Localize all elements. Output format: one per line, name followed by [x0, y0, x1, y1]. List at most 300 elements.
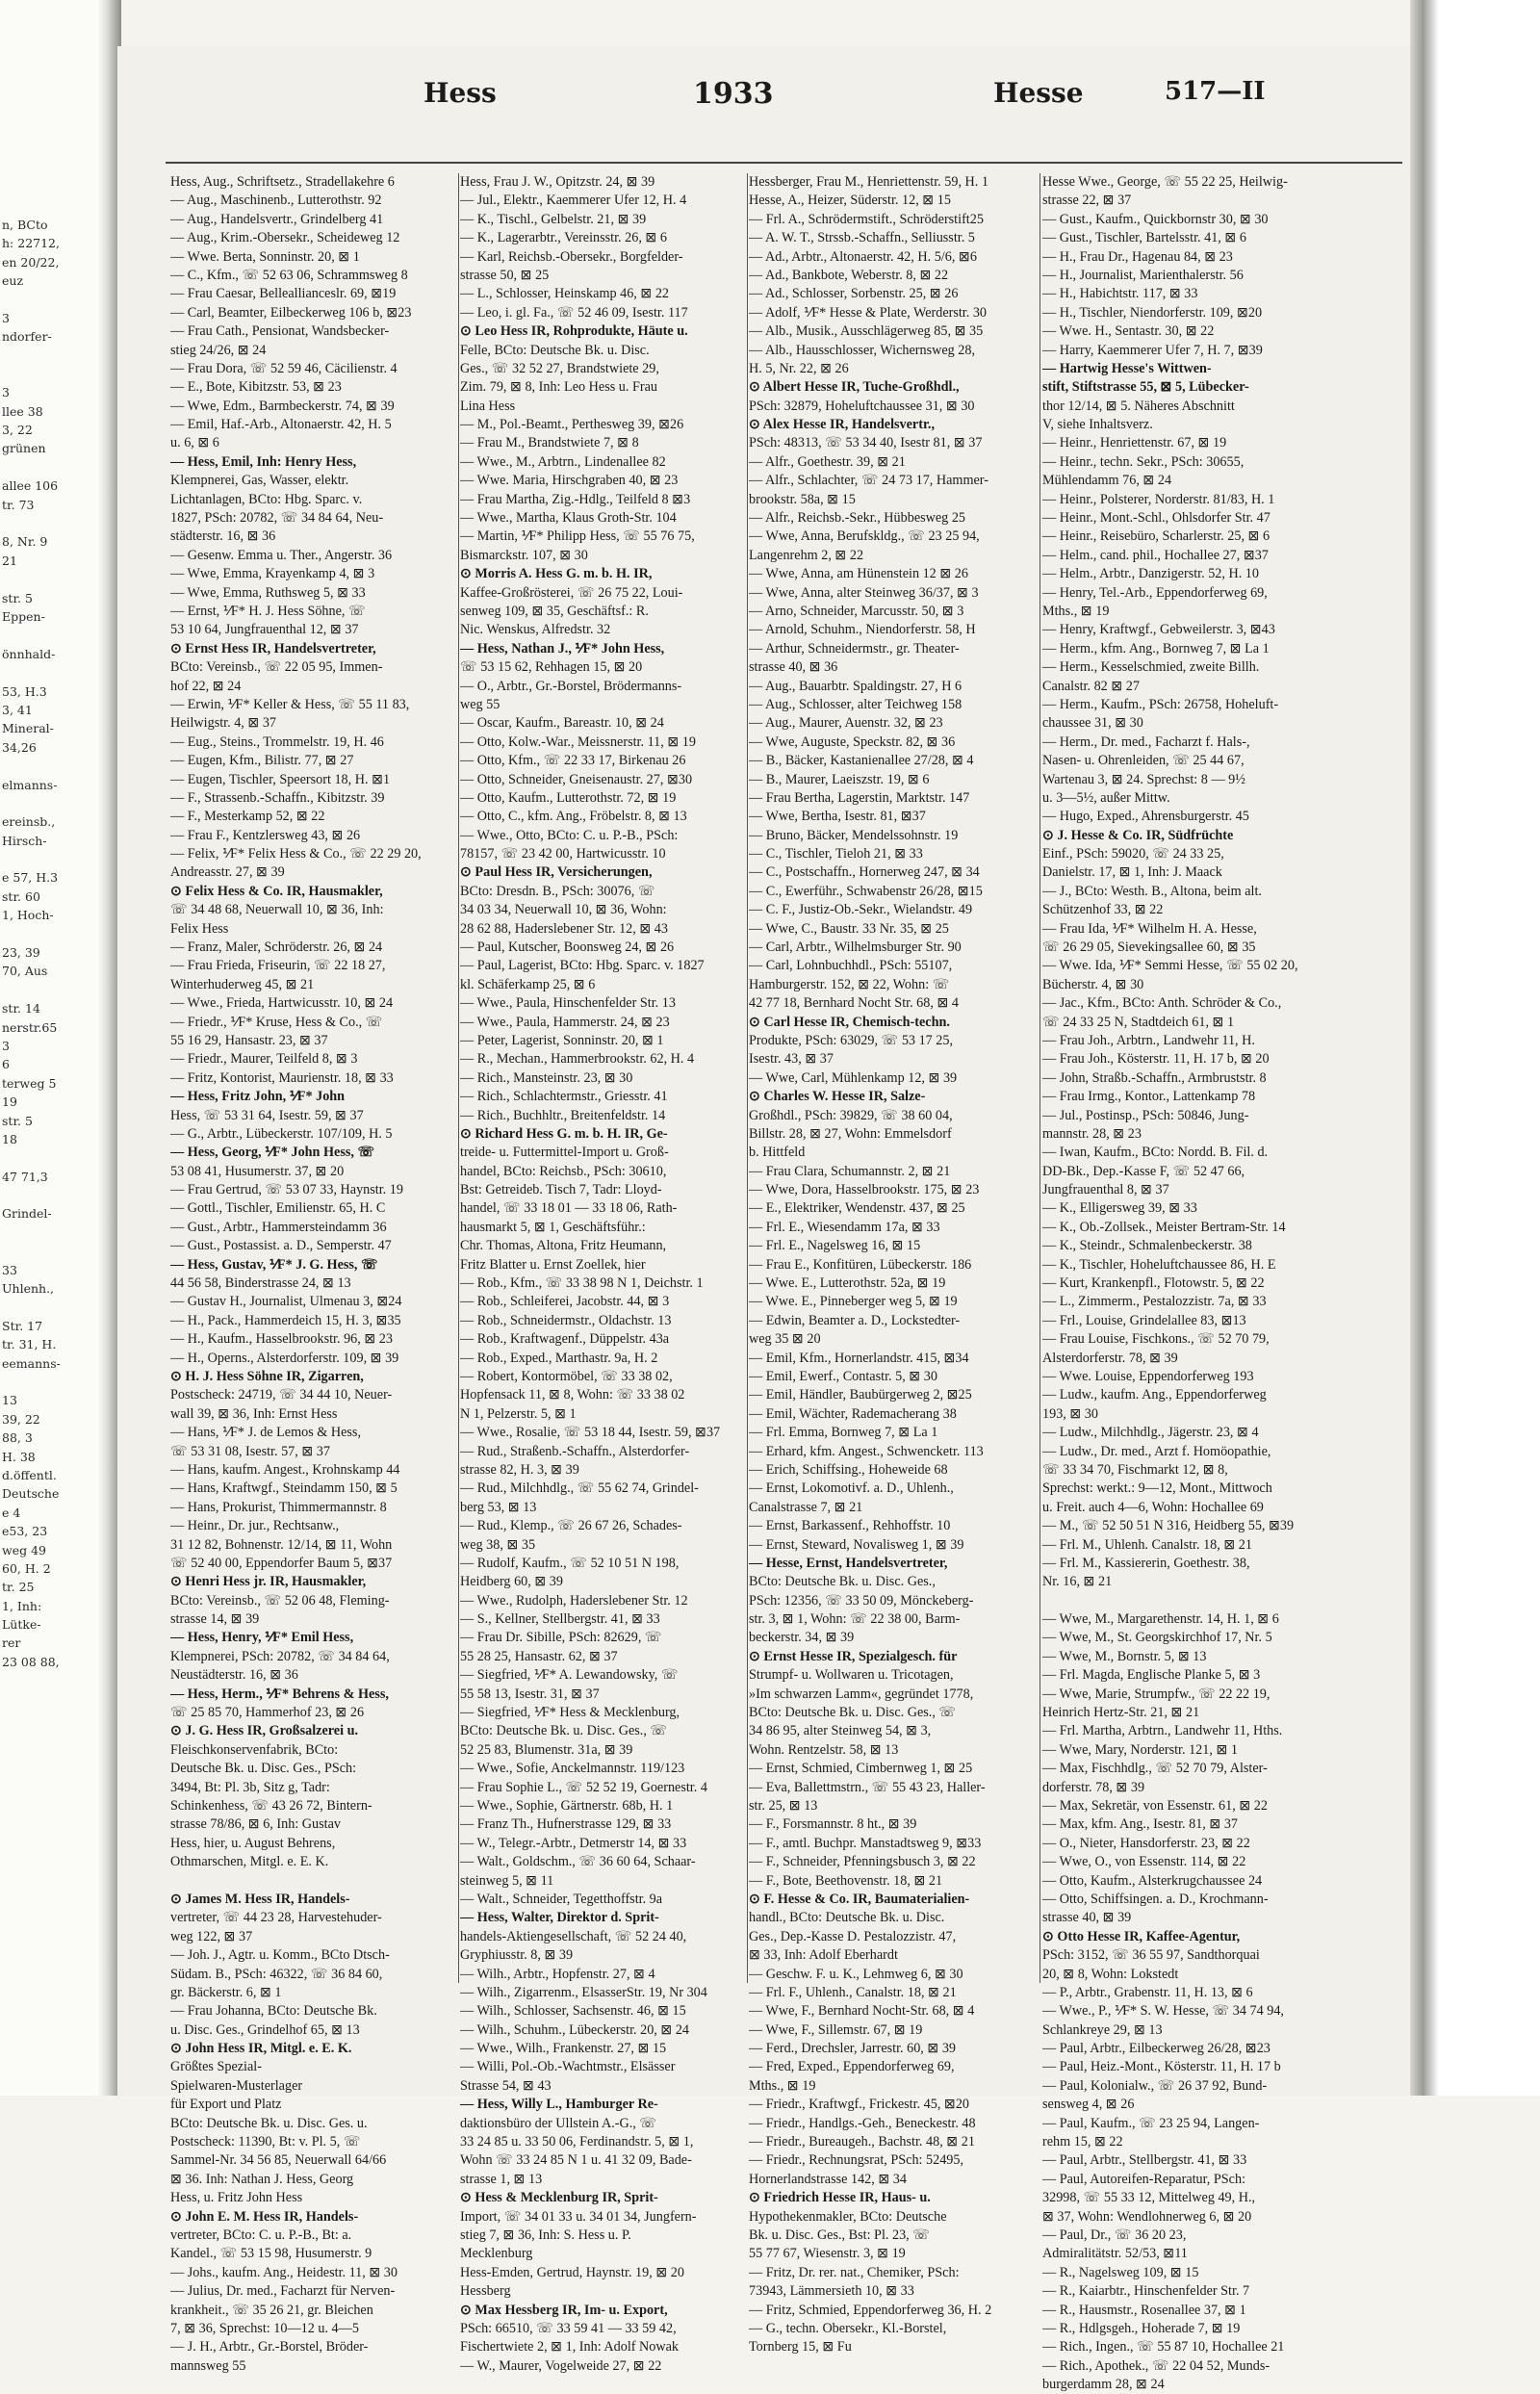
- directory-entry: — Herm., Kesselschmied, zweite Billh.: [1042, 659, 1260, 676]
- directory-entry: — Eugen, Kfm., Bilistr. 77, ⊠ 27: [170, 753, 354, 769]
- directory-entry: städterstr. 16, ⊠ 36: [170, 528, 276, 545]
- directory-entry: 7, ⊠ 36, Sprechst: 10—12 u. 4—5: [170, 2320, 359, 2336]
- directory-entry: — Frau M., Brandstwiete 7, ⊠ 8: [460, 435, 639, 451]
- directory-entry-firm: ⊙ Felix Hess & Co. IR, Hausmakler,: [170, 883, 383, 899]
- directory-entry-firm: ⊙ J. G. Hess IR, Großsalzerei u.: [170, 1723, 359, 1739]
- directory-entry: strasse 78/86, ⊠ 6, Inh: Gustav: [170, 1816, 341, 1833]
- edge-fragment: weg 49: [2, 1542, 46, 1557]
- directory-entry: — Wwe., P., ⅟F* S. W. Hesse, ☏ 34 74 94,: [1042, 2003, 1284, 2020]
- edge-fragment: [2, 290, 96, 308]
- edge-fragment: [2, 794, 96, 812]
- directory-entry: Canalstr. 82 ⊠ 27: [1042, 678, 1140, 694]
- directory-entry: — Henry, Tel.-Arb., Eppendorferweg 69,: [1042, 584, 1268, 601]
- directory-entry: — Carl, Lohnbuchhdl., PSch: 55107,: [749, 958, 953, 974]
- directory-entry: H. 5, Nr. 22, ⊠ 26: [749, 360, 849, 376]
- directory-entry: mannsweg 55: [170, 2357, 246, 2374]
- directory-entry: Langenrehm 2, ⊠ 22: [749, 547, 864, 563]
- directory-entry: Felle, BCto: Deutsche Bk. u. Disc.: [460, 342, 650, 358]
- directory-entry: PSch: 12356, ☏ 33 50 09, Mönckeberg-: [749, 1592, 974, 1609]
- directory-entry: — Heinr., Henriettenstr. 67, ⊠ 19: [1042, 435, 1227, 451]
- directory-entry: — Eugen, Tischler, Speersort 18, H. ⊠1: [170, 771, 391, 787]
- directory-entry: — Wwe., Sofie, Anckelmannstr. 119/123: [460, 1761, 685, 1777]
- directory-entry: Einf., PSch: 59020, ☏ 24 33 25,: [1042, 846, 1224, 862]
- edge-fragment: 23, 39: [2, 945, 40, 961]
- directory-entry: Schlankreye 29, ⊠ 13: [1042, 2021, 1163, 2038]
- directory-entry: — Paul, Lagerist, BCto: Hbg. Sparc. v. 1827: [460, 958, 705, 974]
- directory-entry: — Arthur, Schneidermstr., gr. Theater-: [749, 640, 960, 656]
- directory-entry: — Frl. E., Nagelsweg 16, ⊠ 15: [749, 1238, 921, 1254]
- directory-entry: Hamburgerstr. 152, ⊠ 22, Wohn: ☏: [749, 976, 950, 992]
- directory-entry: — Aug., Krim.-Obersekr., Scheideweg 12: [170, 230, 400, 246]
- directory-entry: — C., Tischler, Tieloh 21, ⊠ 33: [749, 846, 923, 862]
- edge-fragment: 3: [2, 1038, 10, 1053]
- directory-entry: 1827, PSch: 20782, ☏ 34 84 64, Neu-: [170, 510, 384, 527]
- directory-entry: — Wwe., Otto, BCto: C. u. P.-B., PSch:: [460, 827, 679, 843]
- directory-entry: — Rich., Schlachtermstr., Griesstr. 41: [460, 1089, 668, 1105]
- edge-fragment: [2, 1373, 96, 1391]
- directory-entry: Mühlendamm 76, ⊠ 24: [1042, 473, 1172, 489]
- directory-entry: — Frl. M., Kassiererin, Goethestr. 38,: [1042, 1555, 1250, 1571]
- directory-entry: — Frau Ida, ⅟F* Wilhelm H. A. Hesse,: [1042, 920, 1257, 937]
- directory-entry: Chr. Thomas, Altona, Fritz Heumann,: [460, 1238, 667, 1254]
- directory-entry: — Heinr., Polsterer, Norderstr. 81/83, H. 1: [1042, 491, 1275, 507]
- directory-entry: Klempnerei, Gas, Wasser, elektr.: [170, 473, 349, 489]
- page-right-edge-shadow: [1410, 0, 1540, 2096]
- directory-entry: — Alfr., Reichsb.-Sekr., Hübbesweg 25: [749, 510, 966, 527]
- edge-fragment: önnhald-: [2, 646, 56, 661]
- directory-entry: — Paul, Kutscher, Boonsweg 24, ⊠ 26: [460, 940, 675, 956]
- edge-fragment: en 20/22,: [2, 254, 60, 270]
- directory-entry: — Heinr., techn. Sekr., PSch: 30655,: [1042, 453, 1245, 470]
- edge-fragment: tr. 73: [2, 497, 35, 512]
- directory-entry: Deutsche Bk. u. Disc. Ges., PSch:: [170, 1761, 357, 1777]
- directory-entry: — Wwe, Emma, Ruthsweg 5, ⊠ 33: [170, 584, 366, 601]
- directory-entry: — Paul, Kolonialw., ☏ 26 37 92, Bund-: [1042, 2077, 1268, 2094]
- directory-entry: handel, ☏ 33 18 01 — 33 18 06, Rath-: [460, 1200, 678, 1217]
- directory-entry: — J. H., Arbtr., Gr.-Borstel, Bröder-: [170, 2339, 369, 2355]
- directory-entry-firm: — Hesse, Ernst, Handelsvertreter,: [749, 1555, 948, 1571]
- edge-fragment: 34,26: [2, 739, 37, 755]
- directory-entry: stieg 7, ⊠ 36, Inh: S. Hess u. P.: [460, 2227, 631, 2243]
- directory-entry: — B., Maurer, Laeiszstr. 19, ⊠ 6: [749, 771, 930, 787]
- header-page-number: 517—II: [1165, 77, 1266, 106]
- directory-entry: 53 10 64, Jungfrauenthal 12, ⊠ 37: [170, 622, 359, 638]
- directory-entry: — Siegfried, ⅟F* A. Lewandowsky, ☏: [460, 1667, 679, 1684]
- directory-entry: BCto: Vereinsb., ☏ 22 05 95, Immen-: [170, 659, 383, 676]
- directory-entry: Hess, ☏ 53 31 64, Isestr. 59, ⊠ 37: [170, 1107, 364, 1123]
- directory-entry: senweg 109, ⊠ 35, Geschäftsf.: R.: [460, 603, 649, 619]
- edge-fragment: str. 5: [2, 1113, 33, 1128]
- directory-entry: BCto: Deutsche Bk. u. Disc. Ges., ☏: [749, 1705, 957, 1721]
- edge-fragment: [2, 514, 96, 532]
- directory-entry: — Alb., Musik., Ausschlägerweg 85, ⊠ 35: [749, 323, 984, 340]
- directory-entry: — Wwe, Edm., Barmbeckerstr. 74, ⊠ 39: [170, 398, 395, 414]
- edge-fragment: 1, Inh:: [2, 1598, 42, 1613]
- directory-entry: 34 86 95, alter Steinweg 54, ⊠ 3,: [749, 1723, 932, 1739]
- directory-entry-firm: ⊙ Albert Hesse IR, Tuche-Großhdl.,: [749, 379, 960, 396]
- directory-entry: — Ernst, Schmied, Cimbernweg 1, ⊠ 25: [749, 1761, 973, 1777]
- edge-fragment: 60, H. 2: [2, 1560, 51, 1576]
- directory-entry: Hess, u. Fritz John Hess: [170, 2190, 303, 2206]
- directory-entry: rehm 15, ⊠ 22: [1042, 2134, 1123, 2150]
- directory-entry: — Wwe. Louise, Eppendorferweg 193: [1042, 1369, 1254, 1384]
- directory-entry: — Gustav H., Journalist, Ulmenau 3, ⊠24: [170, 1294, 402, 1310]
- directory-entry: — Otto, C., kfm. Ang., Fröbelstr. 8, ⊠ 13: [460, 809, 687, 825]
- directory-entry-firm: ⊙ Paul Hess IR, Versicherungen,: [460, 864, 653, 881]
- directory-entry: — Rud., Milchhdlg., ☏ 55 62 74, Grindel-: [460, 1480, 699, 1497]
- directory-entry: — M., ☏ 52 50 51 N 316, Heidberg 55, ⊠39: [1042, 1518, 1295, 1534]
- directory-entry: — Ludw., Milchhdlg., Jägerstr. 23, ⊠ 4: [1042, 1425, 1259, 1441]
- directory-entry: — Gust., Arbtr., Hammersteindamm 36: [170, 1219, 387, 1235]
- directory-entry: handels-Aktiengesellschaft, ☏ 52 24 40,: [460, 1928, 687, 1944]
- directory-entry: — Rob., Exped., Marthastr. 9a, H. 2: [460, 1350, 658, 1366]
- directory-entry: — Gust., Postassist. a. D., Semperstr. 47: [170, 1238, 392, 1254]
- edge-fragment: [2, 1148, 96, 1167]
- directory-entry: weg 38, ⊠ 35: [460, 1536, 536, 1553]
- directory-entry: — Frau Dora, ☏ 52 59 46, Cäcilienstr. 4: [170, 360, 398, 376]
- directory-entry: Hess, Frau J. W., Opitzstr. 24, ⊠ 39: [460, 174, 655, 190]
- directory-entry: BCto: Deutsche Bk. u. Disc. Ges. u.: [170, 2115, 368, 2131]
- directory-entry: ☏ 26 29 05, Sievekingsallee 60, ⊠ 35: [1042, 940, 1256, 956]
- directory-entry: — Wwe., Rosalie, ☏ 53 18 44, Isestr. 59, ⊠37: [460, 1425, 721, 1441]
- directory-entry: — Eug., Steins., Trommelstr. 19, H. 46: [170, 734, 384, 750]
- edge-fragment: grünen: [2, 441, 46, 456]
- directory-entry: — Erhard, kfm. Angest., Schwencketr. 113: [749, 1443, 984, 1459]
- directory-entry-firm: ⊙ Max Hessberg IR, Im- u. Export,: [460, 2302, 668, 2318]
- directory-entry: — W., Maurer, Vogelweide 27, ⊠ 22: [460, 2357, 662, 2374]
- directory-entry: — Frl. Emma, Bornweg 7, ⊠ La 1: [749, 1425, 938, 1441]
- directory-entry: — Wwe, M., Bornstr. 5, ⊠ 13: [1042, 1648, 1207, 1664]
- edge-fragment: [2, 757, 96, 775]
- directory-entry: — Jul., Postinsp., PSch: 50846, Jung-: [1042, 1107, 1249, 1123]
- directory-entry: handel, BCto: Reichsb., PSch: 30610,: [460, 1163, 667, 1179]
- directory-entry: 73943, Lämmersieth 10, ⊠ 33: [749, 2283, 914, 2300]
- directory-entry: — Friedr., Handlgs.-Geh., Beneckestr. 48: [749, 2115, 976, 2131]
- directory-entry: weg 122, ⊠ 37: [170, 1928, 253, 1944]
- directory-entry: — Wwe., Rudolph, Haderslebener Str. 12: [460, 1592, 688, 1609]
- directory-entry: Produkte, PSch: 63029, ☏ 53 17 25,: [749, 1032, 954, 1048]
- directory-entry: — Rich., Ingen., ☏ 55 87 10, Hochallee 21: [1042, 2339, 1285, 2355]
- edge-fragment: [2, 1242, 96, 1260]
- directory-entry: — Otto, Schneider, Gneisenaustr. 27, ⊠30: [460, 771, 693, 787]
- directory-entry: — Ferd., Drechsler, Jarrestr. 60, ⊠ 39: [749, 2041, 957, 2057]
- directory-entry-firm: — Hess, Nathan J., ⅟F* John Hess,: [460, 640, 665, 656]
- edge-fragment: [2, 178, 96, 196]
- directory-entry: — Ernst, Steward, Novalisweg 1, ⊠ 39: [749, 1536, 964, 1553]
- directory-entry: — F., Strassenb.-Schaffn., Kibitzstr. 39: [170, 789, 385, 806]
- directory-entry: treide- u. Futtermittel-Import u. Groß-: [460, 1145, 669, 1161]
- directory-entry: 55 58 13, Isestr. 31, ⊠ 37: [460, 1686, 600, 1702]
- directory-entry: Strumpf- u. Wollwaren u. Tricotagen,: [749, 1667, 954, 1684]
- directory-entry: — Wilh., Schlosser, Sachsenstr. 46, ⊠ 15: [460, 2003, 686, 2020]
- directory-entry: — Frau Joh., Kösterstr. 11, H. 17 b, ⊠ 20: [1042, 1051, 1270, 1068]
- directory-entry: BCto: Vereinsb., ☏ 52 06 48, Fleming-: [170, 1592, 390, 1609]
- edge-fragment: 39, 22: [2, 1411, 40, 1427]
- edge-fragment: 3: [2, 385, 10, 400]
- directory-entry: Fritz Blatter u. Ernst Zoellek, hier: [460, 1256, 646, 1273]
- directory-entry: Bst: Getreideb. Tisch 7, Tadr: Lloyd-: [460, 1182, 662, 1198]
- directory-entry: — Wwe., Sophie, Gärtnerstr. 68b, H. 1: [460, 1797, 674, 1814]
- directory-entry-firm: — Hess, Herm., ⅟F* Behrens & Hess,: [170, 1686, 389, 1702]
- directory-entry: — Friedr., Rechnungsrat, PSch: 52495,: [749, 2152, 964, 2169]
- directory-entry: — Paul, Arbtr., Eilbeckerweg 26/28, ⊠23: [1042, 2041, 1270, 2057]
- directory-entry: — Friedr., Bureaugeh., Bachstr. 48, ⊠ 21: [749, 2134, 975, 2150]
- directory-entry: — Frau Gertrud, ☏ 53 07 33, Haynstr. 19: [170, 1182, 403, 1198]
- directory-entry: — Frau Dr. Sibille, PSch: 82629, ☏: [460, 1630, 662, 1646]
- directory-entry: Nasen- u. Ohrenleiden, ☏ 25 44 67,: [1042, 753, 1245, 769]
- edge-fragment: rer: [2, 1635, 21, 1651]
- directory-entry-firm: — Hess, Walter, Direktor d. Sprit-: [460, 1910, 659, 1926]
- directory-entry: — B., Bäcker, Kastanienallee 27/28, ⊠ 4: [749, 753, 974, 769]
- edge-fragment: str. 5: [2, 590, 33, 605]
- directory-entry: Lina Hess: [460, 398, 516, 414]
- directory-entry: Felix Hess: [170, 920, 229, 937]
- directory-entry: — Wwe, Emma, Krayenkamp 4, ⊠ 3: [170, 566, 375, 582]
- directory-entry: — Frl. F., Uhlenh., Canalstr. 18, ⊠ 21: [749, 1984, 957, 2000]
- directory-entry: — Rud., Straßenb.-Schaffn., Alsterdorfer-: [460, 1443, 690, 1459]
- edge-fragment: ndorfer-: [2, 329, 52, 345]
- directory-entry: Lichtanlagen, BCto: Hbg. Sparc. v.: [170, 491, 363, 507]
- directory-entry: strasse 50, ⊠ 25: [460, 267, 550, 283]
- directory-entry: — Wwe., Paula, Hammerstr. 24, ⊠ 23: [460, 1014, 670, 1030]
- directory-entry: Mths., ⊠ 19: [749, 2077, 816, 2094]
- directory-entry: [170, 1872, 456, 1891]
- directory-entry: — R., Hdlgsgeh., Hoherade 7, ⊠ 19: [1042, 2320, 1241, 2336]
- edge-fragment: 70, Aus: [2, 964, 48, 979]
- directory-entry: — Martin, ⅟F* Philipp Hess, ☏ 55 76 75,: [460, 528, 695, 545]
- directory-entry: — Gust., Tischler, Bartelsstr. 41, ⊠ 6: [1042, 230, 1246, 246]
- directory-entry: Hessberg: [460, 2283, 511, 2300]
- directory-entry: handl., BCto: Deutsche Bk. u. Disc.: [749, 1910, 945, 1926]
- directory-entry: 3494, Bt: Pl. 3b, Sitz g, Tadr:: [170, 1779, 330, 1795]
- directory-entry: — Bruno, Bäcker, Mendelssohnstr. 19: [749, 827, 959, 843]
- directory-entry: Südam. B., PSch: 46322, ☏ 36 84 60,: [170, 1966, 383, 1982]
- directory-entry: — Heinr., Reisebüro, Scharlerstr. 25, ⊠ 6: [1042, 528, 1270, 545]
- directory-entry: — Wilh., Zigarrenm., ElsasserStr. 19, Nr 304: [460, 1984, 707, 2000]
- directory-entry: u. 3—5½, außer Mittw.: [1042, 789, 1170, 806]
- directory-entry-firm: ⊙ John E. M. Hess IR, Handels-: [170, 2208, 359, 2225]
- directory-entry: BCto: Dresdn. B., PSch: 30076, ☏: [460, 883, 655, 899]
- edge-fragment: euz: [2, 272, 24, 288]
- previous-page-fragments: [2, 178, 96, 1671]
- directory-entry: — Ernst, Barkassenf., Rehhoffstr. 10: [749, 1518, 951, 1534]
- directory-entry: — Frl. M., Uhlenh. Canalstr. 18, ⊠ 21: [1042, 1536, 1252, 1553]
- directory-entry: — Frau E., Konfitüren, Lübeckerstr. 186: [749, 1256, 972, 1273]
- directory-entry: — C., Kfm., ☏ 52 63 06, Schrammsweg 8: [170, 267, 408, 283]
- directory-entry: — H., Frau Dr., Hagenau 84, ⊠ 23: [1042, 248, 1233, 265]
- directory-entry: Mecklenburg: [460, 2246, 533, 2262]
- directory-entry: u. 6, ⊠ 6: [170, 435, 219, 451]
- directory-entry: — Wwe, Auguste, Speckstr. 82, ⊠ 36: [749, 734, 956, 750]
- directory-entry: 44 56 58, Binderstrasse 24, ⊠ 13: [170, 1275, 351, 1292]
- directory-entry: — S., Kellner, Stellbergstr. 41, ⊠ 33: [460, 1611, 660, 1628]
- directory-column-3: [749, 173, 1038, 2357]
- edge-fragment: Grindel-: [2, 1206, 52, 1222]
- directory-entry: vertreter, ☏ 44 23 28, Harvestehuder-: [170, 1910, 382, 1926]
- directory-entry: — C., Postschaffn., Hornerweg 247, ⊠ 34: [749, 864, 980, 881]
- directory-entry-firm: — Hess, Georg, ⅟F* John Hess, ☏: [170, 1145, 375, 1161]
- directory-entry: — Emil, Händler, Baubürgerweg 2, ⊠25: [749, 1387, 972, 1403]
- directory-entry: — Wwe, Marie, Strumpfw., ☏ 22 22 19,: [1042, 1686, 1270, 1702]
- directory-entry-firm: ⊙ Hess & Mecklenburg IR, Sprit-: [460, 2190, 658, 2206]
- directory-entry: — Wwe, Bertha, Isestr. 81, ⊠37: [749, 809, 926, 825]
- directory-entry: — John, Straßb.-Schaffn., Armbruststr. 8: [1042, 1069, 1267, 1086]
- directory-entry: Import, ☏ 34 01 33 u. 34 01 34, Jungfern-: [460, 2208, 697, 2225]
- column-divider: [747, 173, 748, 1983]
- directory-entry: — Otto, Kaufm., Lutterothstr. 72, ⊠ 19: [460, 789, 677, 806]
- edge-fragment: [2, 347, 96, 365]
- edge-fragment: 88, 3: [2, 1430, 33, 1446]
- directory-entry: hausmarkt 5, ⊠ 1, Geschäftsführ.:: [460, 1219, 646, 1235]
- edge-fragment: e53, 23: [2, 1524, 48, 1539]
- edge-fragment: [2, 626, 96, 644]
- directory-entry: — Frl. E., Wiesendamm 17a, ⊠ 33: [749, 1219, 940, 1235]
- edge-fragment: Mineral-: [2, 721, 54, 736]
- directory-entry: Fischertwiete 2, ⊠ 1, Inh: Adolf Nowak: [460, 2339, 680, 2355]
- edge-fragment: 18: [2, 1131, 17, 1146]
- directory-entry: — Joh. J., Agtr. u. Komm., BCto Dtsch-: [170, 1947, 390, 1964]
- directory-entry: — Wwe, M., Margarethenstr. 14, H. 1, ⊠ 6: [1042, 1611, 1279, 1628]
- directory-entry: Othmarschen, Mitgl. e. E. K.: [170, 1854, 329, 1870]
- directory-entry: — F., Forsmannstr. 8 ht., ⊠ 39: [749, 1816, 917, 1833]
- directory-entry-firm: — Hess, Gustav, ⅟F* J. G. Hess, ☏: [170, 1256, 378, 1273]
- directory-entry: — Eva, Ballettmstrn., ☏ 55 43 23, Haller-: [749, 1779, 986, 1795]
- directory-entry: — C., Ewerführ., Schwabenstr 26/28, ⊠15: [749, 883, 983, 899]
- directory-entry: Hess, hier, u. August Behrens,: [170, 1835, 336, 1851]
- directory-entry: — Paul, Dr., ☏ 36 20 23,: [1042, 2227, 1187, 2243]
- directory-entry: Bücherstr. 4, ⊠ 30: [1042, 976, 1144, 992]
- directory-entry: — Otto, Kfm., ☏ 22 33 17, Birkenau 26: [460, 753, 686, 769]
- directory-entry: Hess-Emden, Gertrud, Haynstr. 19, ⊠ 20: [460, 2264, 684, 2280]
- edge-fragment: n, BCto: [2, 217, 48, 232]
- directory-entry: ☏ 53 31 08, Isestr. 57, ⊠ 37: [170, 1443, 330, 1459]
- edge-fragment: [2, 925, 96, 943]
- directory-entry: 78157, ☏ 23 42 00, Hartwicusstr. 10: [460, 846, 666, 862]
- directory-entry: — Harry, Kaemmerer Ufer 7, H. 7, ⊠39: [1042, 342, 1263, 358]
- directory-entry: — F., Bote, Beethovenstr. 18, ⊠ 21: [749, 1872, 943, 1889]
- directory-entry: — Ad., Bankbote, Weberstr. 8, ⊠ 22: [749, 267, 949, 283]
- directory-entry: — Frau Sophie L., ☏ 52 52 19, Goernestr. 4: [460, 1779, 707, 1795]
- directory-entry: PSch: 3152, ☏ 36 55 97, Sandthorquai: [1042, 1947, 1260, 1964]
- directory-entry: Hornerlandstrasse 142, ⊠ 34: [749, 2171, 907, 2187]
- edge-fragment: [2, 1298, 96, 1316]
- directory-entry: — A. W. T., Strssb.-Schaffn., Selliusstr. 5: [749, 230, 975, 246]
- directory-entry: Tornberg 15, ⊠ Fu: [749, 2339, 852, 2355]
- edge-fragment: Eppen-: [2, 608, 45, 624]
- directory-entry: — Rob., Schneidermstr., Oldachstr. 13: [460, 1312, 672, 1328]
- directory-entry: 193, ⊠ 30: [1042, 1405, 1098, 1422]
- directory-entry: — Arno, Schneider, Marcusstr. 50, ⊠ 3: [749, 603, 964, 619]
- directory-entry: chaussee 31, ⊠ 30: [1042, 715, 1143, 732]
- directory-entry: — F., Schneider, Pfenningsbusch 3, ⊠ 22: [749, 1854, 976, 1870]
- directory-entry: — Fritz, Dr. rer. nat., Chemiker, PSch:: [749, 2264, 960, 2280]
- directory-entry: — Emil, Haf.-Arb., Altonaerstr. 42, H. 5: [170, 417, 392, 433]
- edge-fragment: 23 08 88,: [2, 1654, 60, 1669]
- edge-fragment: eemanns-: [2, 1355, 61, 1371]
- directory-entry: für Export und Platz: [170, 2097, 282, 2113]
- directory-entry-firm: ⊙ Morris A. Hess G. m. b. H. IR,: [460, 566, 653, 582]
- directory-entry: — Wwe, Mary, Norderstr. 121, ⊠ 1: [1042, 1741, 1238, 1758]
- directory-entry: — Otto, Kaufm., Alsterkrugchaussee 24: [1042, 1872, 1263, 1889]
- directory-entry-firm: — Hess, Fritz John, ⅟F* John: [170, 1089, 346, 1105]
- directory-entry-firm: ⊙ John Hess IR, Mitgl. e. E. K.: [170, 2041, 352, 2057]
- directory-entry: — Wwe., Frieda, Hartwicusstr. 10, ⊠ 24: [170, 995, 394, 1012]
- directory-entry: — Otto, Schiffsingen. a. D., Krochmann-: [1042, 1891, 1269, 1907]
- directory-entry: Fleischkonservenfabrik, BCto:: [170, 1741, 339, 1758]
- edge-fragment: [2, 570, 96, 588]
- directory-entry-firm: ⊙ Ernst Hesse IR, Spezialgesch. für: [749, 1648, 958, 1664]
- directory-entry: — Helm., cand. phil., Hochallee 27, ⊠37: [1042, 547, 1269, 563]
- directory-entry: Heinrich Hertz-Str. 21, ⊠ 21: [1042, 1705, 1200, 1721]
- directory-entry: — J., BCto: Westh. B., Altona, beim alt.: [1042, 883, 1262, 899]
- edge-fragment: [2, 850, 96, 868]
- directory-entry: Großhdl., PSch: 39829, ☏ 38 60 04,: [749, 1107, 953, 1123]
- edge-fragment: Hirsch-: [2, 833, 47, 848]
- directory-entry: — Felix, ⅟F* Felix Hess & Co., ☏ 22 29 20,: [170, 846, 422, 862]
- running-header: [58, 77, 1405, 116]
- directory-entry: Klempnerei, PSch: 20782, ☏ 34 84 64,: [170, 1648, 390, 1664]
- directory-entry: Admiralitätstr. 52/53, ⊠11: [1042, 2246, 1188, 2262]
- edge-fragment: [2, 196, 96, 215]
- directory-entry: Andreasstr. 27, ⊠ 39: [170, 864, 285, 881]
- directory-entry: — Frau Bertha, Lagerstin, Marktstr. 147: [749, 789, 970, 806]
- directory-entry: — Otto, Kolw.-War., Meissnerstr. 11, ⊠ 19: [460, 734, 696, 750]
- directory-entry: stieg 24/26, ⊠ 24: [170, 342, 267, 358]
- directory-entry: — Aug., Schlosser, alter Teichweg 158: [749, 696, 962, 712]
- directory-entry-firm: ⊙ Carl Hesse IR, Chemisch-techn.: [749, 1014, 950, 1030]
- edge-fragment: [2, 1223, 96, 1242]
- directory-entry: — K., Lagerarbtr., Vereinsstr. 26, ⊠ 6: [460, 230, 667, 246]
- directory-entry: — Max, Sekretär, von Essenstr. 61, ⊠ 22: [1042, 1797, 1268, 1814]
- directory-entry: Postscheck: 24719, ☏ 34 44 10, Neuer-: [170, 1387, 393, 1403]
- directory-entry: — Wwe. E., Lutterothstr. 52a, ⊠ 19: [749, 1275, 946, 1292]
- directory-entry: — E., Elektriker, Wendenstr. 437, ⊠ 25: [749, 1200, 965, 1217]
- directory-entry: Wohn. Rentzelstr. 58, ⊠ 13: [749, 1741, 899, 1758]
- directory-entry: — Wilh., Arbtr., Hopfenstr. 27, ⊠ 4: [460, 1966, 655, 1982]
- directory-entry: kl. Schäferkamp 25, ⊠ 6: [460, 976, 596, 992]
- directory-entry: — Friedr., Maurer, Teilfeld 8, ⊠ 3: [170, 1051, 358, 1068]
- directory-entry: — Walt., Schneider, Tegetthoffstr. 9a: [460, 1891, 663, 1907]
- directory-entry: mannstr. 28, ⊠ 23: [1042, 1125, 1142, 1142]
- directory-entry: — Leo, i. gl. Fa., ☏ 52 46 09, Isestr. 117: [460, 304, 688, 321]
- directory-entry: DD-Bk., Dep.-Kasse F, ☏ 52 47 66,: [1042, 1163, 1245, 1179]
- directory-entry: — Frl. Martha, Arbtrn., Landwehr 11, Hths.: [1042, 1723, 1283, 1739]
- directory-entry: — Adolf, ⅟F* Hesse & Plate, Werderstr. 30: [749, 304, 988, 321]
- directory-entry: — Hugo, Exped., Ahrensburgerstr. 45: [1042, 809, 1249, 825]
- directory-entry: — Alfr., Goethestr. 39, ⊠ 21: [749, 453, 906, 470]
- directory-entry: — L., Schlosser, Heinskamp 46, ⊠ 22: [460, 286, 670, 302]
- directory-entry: — Erwin, ⅟F* Keller & Hess, ☏ 55 11 83,: [170, 696, 410, 712]
- directory-entry: — H., Operns., Alsterdorferstr. 109, ⊠ 39: [170, 1350, 399, 1366]
- directory-entry: — Rich., Apothek., ☏ 22 04 52, Munds-: [1042, 2357, 1270, 2374]
- directory-entry: PSch: 32879, Hoheluftchaussee 31, ⊠ 30: [749, 398, 975, 414]
- directory-entry: Kaffee-Großrösterei, ☏ 26 75 22, Loui-: [460, 584, 683, 601]
- edge-fragment: 8, Nr. 9: [2, 534, 48, 550]
- directory-entry: — Wwe, C., Baustr. 33 Nr. 35, ⊠ 25: [749, 920, 949, 937]
- directory-entry: wall 39, ⊠ 36, Inh: Ernst Hess: [170, 1405, 338, 1422]
- directory-entry: sensweg 4, ⊠ 26: [1042, 2097, 1135, 2113]
- edge-fragment: str. 60: [2, 888, 40, 904]
- edge-fragment: 3: [2, 310, 10, 325]
- directory-entry: — Herm., Kaufm., PSch: 26758, Hoheluft-: [1042, 696, 1279, 712]
- edge-fragment: [2, 365, 96, 383]
- directory-entry: — Ad., Arbtr., Altonaerstr. 42, H. 5/6, ⊠6: [749, 248, 977, 265]
- directory-entry: — Ernst, Lokomotivf. a. D., Uhlenh.,: [749, 1480, 954, 1497]
- directory-entry: — Oscar, Kaufm., Bareastr. 10, ⊠ 24: [460, 715, 664, 732]
- directory-entry: — K., Ob.-Zollsek., Meister Bertram-Str. 14: [1042, 1219, 1286, 1235]
- directory-entry: — W., Telegr.-Arbtr., Detmerstr 14, ⊠ 33: [460, 1835, 687, 1851]
- directory-column-1: [170, 173, 456, 2376]
